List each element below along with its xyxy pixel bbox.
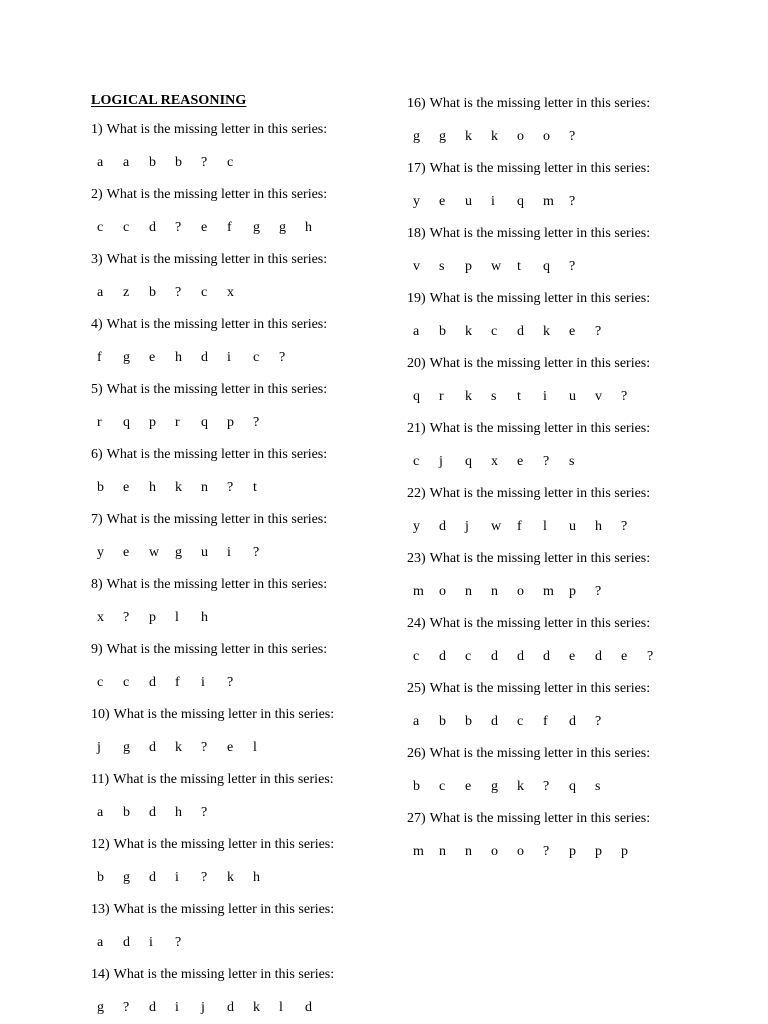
series-letter: d	[569, 713, 576, 729]
series-letter: d	[149, 739, 156, 755]
series-letter: r	[439, 388, 444, 404]
series-letter: s	[439, 258, 445, 274]
question-prompt	[91, 374, 421, 407]
series-letter: h	[175, 804, 182, 820]
series-letter: d	[491, 648, 498, 664]
question-text: What is the missing letter in this series:	[106, 642, 328, 657]
series-letter: q	[543, 258, 550, 274]
series-letter: g	[413, 128, 420, 144]
series-letter: g	[439, 128, 446, 144]
series-letter: j	[201, 999, 205, 1015]
series-letter: c	[97, 674, 104, 690]
series-letter: x	[227, 284, 234, 300]
question-number: 25)	[407, 681, 426, 696]
series-letter: k	[253, 999, 260, 1015]
series-letter: p	[595, 843, 602, 859]
series-letter: p	[465, 258, 472, 274]
letter-series	[91, 732, 421, 765]
series-letter: d	[595, 648, 602, 664]
series-letter: i	[227, 349, 231, 365]
question-prompt	[407, 348, 737, 381]
missing-letter-mark: ?	[201, 739, 208, 755]
missing-letter-mark: ?	[227, 479, 234, 495]
series-letter: f	[97, 349, 102, 365]
series-letter: j	[97, 739, 101, 755]
series-letter: p	[621, 843, 628, 859]
series-letter: e	[569, 323, 576, 339]
series-letter: c	[123, 219, 130, 235]
series-letter: n	[201, 479, 208, 495]
letter-series	[407, 706, 737, 739]
series-letter: e	[517, 453, 524, 469]
right-column	[407, 88, 737, 868]
series-letter: c	[517, 713, 524, 729]
letter-series	[91, 212, 421, 245]
question-prompt	[91, 114, 421, 147]
letter-series	[91, 277, 421, 310]
letter-series	[407, 251, 737, 284]
series-letter: o	[491, 843, 498, 859]
series-letter: w	[491, 258, 502, 274]
series-letter: u	[201, 544, 208, 560]
missing-letter-mark: ?	[123, 609, 130, 625]
series-letter: b	[149, 154, 156, 170]
missing-letter-mark: ?	[201, 154, 208, 170]
series-letter: e	[569, 648, 576, 664]
letter-series	[407, 446, 737, 479]
series-letter: e	[149, 349, 156, 365]
missing-letter-mark: ?	[595, 713, 602, 729]
series-letter: l	[253, 739, 257, 755]
missing-letter-mark: ?	[175, 219, 182, 235]
question-prompt	[407, 153, 737, 186]
series-letter: a	[97, 934, 104, 950]
series-letter: f	[227, 219, 232, 235]
series-letter: q	[413, 388, 420, 404]
series-letter: y	[413, 193, 420, 209]
letter-series	[91, 537, 421, 570]
letter-series	[407, 186, 737, 219]
series-letter: d	[543, 648, 550, 664]
question-number: 27)	[407, 811, 426, 826]
series-letter: b	[439, 713, 446, 729]
letter-series	[407, 121, 737, 154]
series-letter: o	[517, 583, 524, 599]
letter-series	[407, 511, 737, 544]
series-letter: q	[465, 453, 472, 469]
series-letter: l	[279, 999, 283, 1015]
series-letter: h	[149, 479, 156, 495]
series-letter: k	[227, 869, 234, 885]
page-title: LOGICAL REASONING	[91, 93, 247, 108]
series-letter: e	[465, 778, 472, 794]
right-question-list	[407, 88, 737, 868]
letter-series	[407, 381, 737, 414]
question-prompt	[407, 608, 737, 641]
series-letter: e	[621, 648, 628, 664]
question-text: What is the missing letter in this series:	[113, 707, 335, 722]
missing-letter-mark: ?	[123, 999, 130, 1015]
series-letter: s	[569, 453, 575, 469]
series-letter: k	[465, 388, 472, 404]
question-text: What is the missing letter in this series:	[113, 772, 334, 787]
series-letter: c	[491, 323, 498, 339]
series-letter: k	[465, 323, 472, 339]
question-text: What is the missing letter in this series:	[106, 317, 328, 332]
question-text: What is the missing letter in this series:	[429, 616, 651, 631]
series-letter: g	[123, 869, 130, 885]
series-letter: i	[201, 674, 205, 690]
series-letter: v	[413, 258, 420, 274]
question-prompt	[91, 699, 421, 732]
series-letter: q	[201, 414, 208, 430]
question-prompt	[407, 413, 737, 446]
letter-series	[91, 147, 421, 180]
series-letter: n	[439, 843, 446, 859]
question-text: What is the missing letter in this series:	[106, 382, 328, 397]
missing-letter-mark: ?	[253, 544, 260, 560]
series-letter: c	[97, 219, 104, 235]
series-letter: e	[227, 739, 234, 755]
series-letter: c	[253, 349, 260, 365]
question-prompt	[407, 218, 737, 251]
missing-letter-mark: ?	[543, 843, 550, 859]
series-letter: h	[175, 349, 182, 365]
series-letter: i	[175, 869, 179, 885]
series-letter: r	[175, 414, 180, 430]
series-letter: s	[595, 778, 601, 794]
series-letter: h	[595, 518, 602, 534]
left-question-list	[91, 114, 421, 1024]
question-prompt	[91, 894, 421, 927]
series-letter: b	[175, 154, 182, 170]
series-letter: c	[413, 453, 420, 469]
series-letter: a	[97, 154, 104, 170]
missing-letter-mark: ?	[569, 128, 576, 144]
series-letter: k	[175, 479, 182, 495]
question-number: 11)	[91, 772, 110, 787]
series-letter: q	[123, 414, 130, 430]
series-letter: b	[97, 869, 104, 885]
letter-series	[91, 667, 421, 700]
series-letter: c	[439, 778, 446, 794]
question-text: What is the missing letter in this series:	[113, 967, 335, 982]
series-letter: k	[465, 128, 472, 144]
series-letter: c	[465, 648, 472, 664]
series-letter: i	[491, 193, 495, 209]
series-letter: k	[517, 778, 524, 794]
series-letter: j	[439, 453, 443, 469]
question-prompt	[91, 439, 421, 472]
letter-series	[407, 771, 737, 804]
missing-letter-mark: ?	[543, 778, 550, 794]
question-number: 4)	[91, 317, 103, 332]
question-number: 21)	[407, 421, 426, 436]
series-letter: d	[149, 869, 156, 885]
question-prompt	[91, 504, 421, 537]
series-letter: d	[439, 518, 446, 534]
letter-series	[91, 472, 421, 505]
question-prompt	[407, 478, 737, 511]
series-letter: i	[175, 999, 179, 1015]
question-number: 2)	[91, 187, 103, 202]
series-letter: p	[227, 414, 234, 430]
question-number: 23)	[407, 551, 426, 566]
question-number: 10)	[91, 707, 110, 722]
question-number: 19)	[407, 291, 426, 306]
series-letter: e	[201, 219, 208, 235]
letter-series	[91, 602, 421, 635]
question-prompt	[407, 803, 737, 836]
series-letter: l	[175, 609, 179, 625]
series-letter: d	[149, 999, 156, 1015]
series-letter: y	[97, 544, 104, 560]
missing-letter-mark: ?	[647, 648, 654, 664]
series-letter: u	[569, 518, 576, 534]
question-prompt	[91, 959, 421, 992]
series-letter: b	[123, 804, 130, 820]
series-letter: d	[439, 648, 446, 664]
missing-letter-mark: ?	[595, 323, 602, 339]
question-number: 26)	[407, 746, 426, 761]
series-letter: z	[123, 284, 130, 300]
series-letter: t	[253, 479, 257, 495]
question-number: 16)	[407, 96, 426, 111]
series-letter: b	[413, 778, 420, 794]
missing-letter-mark: ?	[569, 258, 576, 274]
series-letter: b	[97, 479, 104, 495]
question-number: 13)	[91, 902, 110, 917]
series-letter: m	[413, 583, 424, 599]
question-text: What is the missing letter in this series:	[106, 447, 328, 462]
series-letter: k	[543, 323, 550, 339]
series-letter: t	[517, 258, 521, 274]
series-letter: g	[491, 778, 498, 794]
question-number: 3)	[91, 252, 103, 267]
series-letter: g	[279, 219, 286, 235]
series-letter: c	[413, 648, 420, 664]
question-number: 17)	[407, 161, 426, 176]
question-number: 12)	[91, 837, 110, 852]
question-number: 5)	[91, 382, 103, 397]
series-letter: e	[123, 544, 130, 560]
question-prompt	[407, 283, 737, 316]
letter-series	[407, 316, 737, 349]
series-letter: v	[595, 388, 602, 404]
question-number: 14)	[91, 967, 110, 982]
series-letter: q	[569, 778, 576, 794]
letter-series	[91, 342, 421, 375]
series-letter: g	[175, 544, 182, 560]
series-letter: b	[439, 323, 446, 339]
question-text: What is the missing letter in this series:	[429, 356, 651, 371]
series-letter: d	[517, 323, 524, 339]
series-letter: f	[543, 713, 548, 729]
question-prompt	[91, 634, 421, 667]
series-letter: d	[123, 934, 130, 950]
series-letter: i	[149, 934, 153, 950]
missing-letter-mark: ?	[175, 934, 182, 950]
question-text: What is the missing letter in this series:	[429, 746, 651, 761]
series-letter: a	[97, 284, 104, 300]
question-text: What is the missing letter in this series:	[429, 811, 651, 826]
series-letter: a	[413, 713, 420, 729]
question-prompt	[91, 569, 421, 602]
series-letter: q	[517, 193, 524, 209]
question-text: What is the missing letter in this series:	[429, 226, 651, 241]
series-letter: x	[491, 453, 498, 469]
series-letter: o	[439, 583, 446, 599]
letter-series	[91, 992, 421, 1024]
series-letter: i	[227, 544, 231, 560]
question-prompt	[91, 309, 421, 342]
series-letter: d	[305, 999, 312, 1015]
series-letter: d	[149, 674, 156, 690]
question-text: What is the missing letter in this series:	[429, 291, 651, 306]
series-letter: p	[569, 843, 576, 859]
series-letter: o	[543, 128, 550, 144]
question-text: What is the missing letter in this series:	[429, 551, 651, 566]
series-letter: w	[149, 544, 160, 560]
question-prompt	[407, 88, 737, 121]
series-letter: f	[517, 518, 522, 534]
letter-series	[407, 836, 737, 869]
series-letter: g	[123, 739, 130, 755]
series-letter: u	[569, 388, 576, 404]
missing-letter-mark: ?	[227, 674, 234, 690]
letter-series	[407, 641, 737, 674]
missing-letter-mark: ?	[279, 349, 286, 365]
question-text: What is the missing letter in this series:	[106, 252, 328, 267]
series-letter: d	[201, 349, 208, 365]
question-text: What is the missing letter in this series:	[106, 577, 328, 592]
letter-series	[91, 927, 421, 960]
series-letter: m	[543, 583, 554, 599]
question-prompt	[91, 829, 421, 862]
series-letter: r	[97, 414, 102, 430]
question-prompt	[407, 738, 737, 771]
series-letter: i	[543, 388, 547, 404]
series-letter: g	[253, 219, 260, 235]
series-letter: p	[149, 414, 156, 430]
series-letter: g	[97, 999, 104, 1015]
series-letter: d	[491, 713, 498, 729]
letter-series	[91, 797, 421, 830]
series-letter: g	[123, 349, 130, 365]
missing-letter-mark: ?	[595, 583, 602, 599]
series-letter: t	[517, 388, 521, 404]
question-prompt	[91, 244, 421, 277]
question-prompt	[407, 673, 737, 706]
letter-series	[407, 576, 737, 609]
question-text: What is the missing letter in this series:	[429, 161, 651, 176]
series-letter: d	[149, 219, 156, 235]
question-text: What is the missing letter in this series:	[429, 421, 651, 436]
question-text: What is the missing letter in this series:	[106, 122, 328, 137]
question-number: 20)	[407, 356, 426, 371]
series-letter: c	[227, 154, 234, 170]
missing-letter-mark: ?	[543, 453, 550, 469]
series-letter: h	[201, 609, 208, 625]
series-letter: n	[491, 583, 498, 599]
series-letter: d	[149, 804, 156, 820]
missing-letter-mark: ?	[569, 193, 576, 209]
question-prompt	[407, 543, 737, 576]
question-text: What is the missing letter in this series:	[429, 486, 651, 501]
question-number: 1)	[91, 122, 103, 137]
series-letter: f	[175, 674, 180, 690]
series-letter: o	[517, 843, 524, 859]
letter-series	[91, 407, 421, 440]
question-text: What is the missing letter in this series:	[106, 187, 328, 202]
series-letter: n	[465, 843, 472, 859]
question-text: What is the missing letter in this series:	[429, 681, 651, 696]
question-number: 6)	[91, 447, 103, 462]
series-letter: y	[413, 518, 420, 534]
series-letter: a	[123, 154, 130, 170]
missing-letter-mark: ?	[621, 388, 628, 404]
letter-series	[91, 862, 421, 895]
missing-letter-mark: ?	[201, 804, 208, 820]
series-letter: l	[543, 518, 547, 534]
series-letter: b	[465, 713, 472, 729]
series-letter: e	[439, 193, 446, 209]
question-number: 8)	[91, 577, 103, 592]
series-letter: c	[123, 674, 130, 690]
series-letter: a	[413, 323, 420, 339]
question-text: What is the missing letter in this series:	[106, 512, 328, 527]
series-letter: d	[227, 999, 234, 1015]
question-number: 18)	[407, 226, 426, 241]
question-number: 9)	[91, 642, 103, 657]
series-letter: m	[543, 193, 554, 209]
series-letter: h	[253, 869, 260, 885]
series-letter: d	[517, 648, 524, 664]
missing-letter-mark: ?	[253, 414, 260, 430]
question-prompt	[91, 764, 421, 797]
series-letter: j	[465, 518, 469, 534]
series-letter: h	[305, 219, 312, 235]
missing-letter-mark: ?	[621, 518, 628, 534]
question-text: What is the missing letter in this series:	[113, 902, 335, 917]
series-letter: p	[569, 583, 576, 599]
question-number: 7)	[91, 512, 103, 527]
question-number: 24)	[407, 616, 426, 631]
series-letter: k	[491, 128, 498, 144]
question-text: What is the missing letter in this series:	[429, 96, 651, 111]
series-letter: x	[97, 609, 104, 625]
series-letter: w	[491, 518, 502, 534]
series-letter: m	[413, 843, 424, 859]
series-letter: p	[149, 609, 156, 625]
missing-letter-mark: ?	[201, 869, 208, 885]
series-letter: u	[465, 193, 472, 209]
left-column	[91, 88, 421, 1024]
question-text: What is the missing letter in this series:	[113, 837, 335, 852]
series-letter: n	[465, 583, 472, 599]
series-letter: s	[491, 388, 497, 404]
series-letter: o	[517, 128, 524, 144]
series-letter: c	[201, 284, 208, 300]
series-letter: b	[149, 284, 156, 300]
question-prompt	[91, 179, 421, 212]
missing-letter-mark: ?	[175, 284, 182, 300]
series-letter: k	[175, 739, 182, 755]
series-letter: a	[97, 804, 104, 820]
question-number: 22)	[407, 486, 426, 501]
series-letter: e	[123, 479, 130, 495]
